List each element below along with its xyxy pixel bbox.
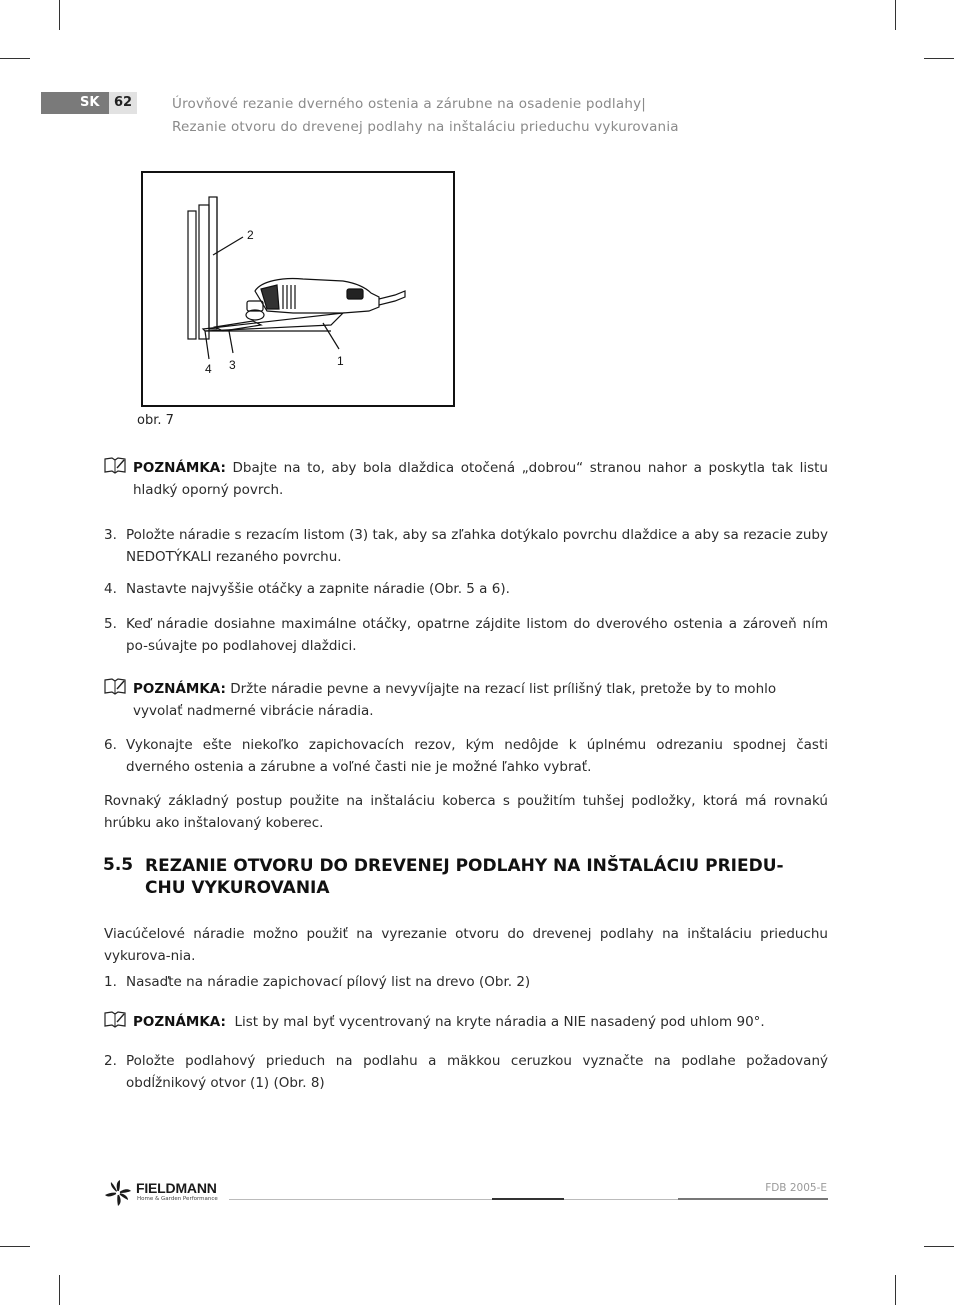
model-code: FDB 2005-E <box>765 1182 827 1194</box>
crop-mark <box>59 0 60 30</box>
figure-caption: obr. 7 <box>137 413 174 428</box>
figure-label-1: 1 <box>337 354 344 368</box>
figure-label-2: 2 <box>247 228 254 242</box>
note-label: POZNÁMKA: <box>133 681 226 697</box>
page-number: 62 <box>109 92 137 114</box>
crop-mark <box>0 1246 30 1247</box>
section-title: REZANIE OTVORU DO DREVENEJ PODLAHY NA INŠTALÁCIU PRIEDU-CHU VYKUROVANIA <box>145 856 784 898</box>
item-6-text: Vykonajte ešte niekoľko zapichovacích rezov, kým nedôjde k úplnému odrezaniu spodnej časti dverného ostenia a zárubne a voľné časti nie je možné ľahko vybrať. <box>126 737 828 775</box>
crop-mark <box>59 1275 60 1305</box>
note-1 <box>133 457 828 501</box>
note-icon <box>104 1010 126 1028</box>
item-5-text: Keď náradie dosiahne maximálne otáčky, opatrne zájdite listom do dverového ostenia a zároveň ním po-súvajte po podlahovej dlaždici. <box>126 616 828 654</box>
fan-logo-icon <box>104 1179 132 1207</box>
tool-illustration <box>143 173 453 405</box>
note-3-text: List by mal byť vycentrovaný na kryte náradia a NIE nasadený pod uhlom 90°. <box>225 1014 765 1030</box>
note-1-text: Dbajte na to, aby bola dlaždica otočená „dobrou“ stranou nahor a poskytla tak listu hladký oporný povrch. <box>133 460 828 498</box>
section-number: 5.5 <box>103 855 134 875</box>
section-intro: Viacúčelové náradie možno použiť na vyrezanie otvoru do drevenej podlahy na inštaláciu prieduchu vykurova-nia. <box>104 926 828 964</box>
footer-rule-accent <box>678 1198 828 1200</box>
header-title-line2: Rezanie otvoru do drevenej podlahy na inštaláciu prieduchu vykurovania <box>172 119 679 135</box>
item-4-number: 4. <box>104 581 117 597</box>
note-2 <box>133 678 813 722</box>
item-6-number: 6. <box>104 737 117 753</box>
brand-logo <box>104 1179 229 1207</box>
crop-mark <box>895 1275 896 1305</box>
item-2-number: 2. <box>104 1053 117 1069</box>
item-4-text: Nastavte najvyššie otáčky a zapnite náradie (Obr. 5 a 6). <box>126 581 510 597</box>
crop-mark <box>924 58 954 59</box>
brand-tagline: Home & Garden Performance <box>137 1196 218 1202</box>
note-label: POZNÁMKA: <box>133 460 226 476</box>
note-3 <box>133 1011 828 1033</box>
note-icon <box>104 456 126 474</box>
figure-label-3: 3 <box>229 358 236 372</box>
item-3-number: 3. <box>104 527 117 543</box>
figure-7 <box>141 171 455 407</box>
figure-label-4: 4 <box>205 362 212 376</box>
item-2-text: Položte podlahový prieduch na podlahu a mäkkou ceruzkou vyznačte na podlahe požadovaný obdĺžnikový otvor (1) (Obr. 8) <box>126 1053 828 1091</box>
crop-mark <box>924 1246 954 1247</box>
crop-mark <box>895 0 896 30</box>
note-2-text: Držte náradie pevne a nevyvíjajte na rezací list prílišný tlak, pretože by to mohlo vyvolať nadmerné vibrácie náradia. <box>133 681 777 719</box>
footer-rule-accent <box>492 1198 564 1200</box>
item-5-number: 5. <box>104 616 117 632</box>
item-1-number: 1. <box>104 974 117 990</box>
header-title-line1: Úrovňové rezanie dverného ostenia a zárubne na osadenie podlahy| <box>172 96 647 112</box>
note-label: POZNÁMKA: <box>133 1014 226 1030</box>
language-code: SK <box>80 95 100 110</box>
note-icon <box>104 677 126 695</box>
item-1-text: Nasaďte na náradie zapichovací pílový list na drevo (Obr. 2) <box>126 974 531 990</box>
item-3-text: Položte náradie s rezacím listom (3) tak, aby sa zľahka dotýkalo povrchu dlaždice a aby sa rezacie zuby NEDOTÝKALI rezaného povrchu. <box>126 527 828 565</box>
summary-paragraph: Rovnaký základný postup použite na inštaláciu koberca s použitím tuhšej podložky, ktorá má rovnakú hrúbku ako inštalovaný koberec. <box>104 793 828 831</box>
brand-name: FIELDMANN <box>136 1180 217 1196</box>
crop-mark <box>0 58 30 59</box>
